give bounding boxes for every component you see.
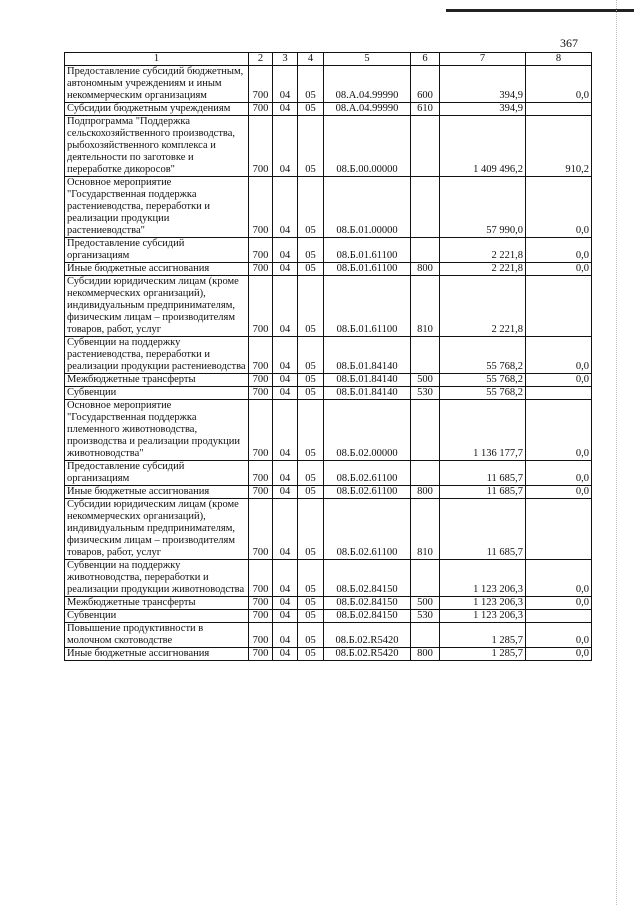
row-name-cell: Субсидии юридическим лицам (кроме некоммерческих организаций), индивидуальным предпринимателям, физическим лицам – производителям товаров, работ, услуг xyxy=(65,499,249,560)
amount-extra-cell: 0,0 xyxy=(526,400,592,461)
header-cell: 6 xyxy=(411,53,440,66)
amount-cell: 2 221,8 xyxy=(440,276,526,337)
amount-cell: 55 768,2 xyxy=(440,337,526,374)
amount-extra-cell: 0,0 xyxy=(526,177,592,238)
amount-cell: 1 123 206,3 xyxy=(440,610,526,623)
subsection-cell: 05 xyxy=(298,560,324,597)
amount-cell: 394,9 xyxy=(440,66,526,103)
code-cell: 700 xyxy=(249,648,273,661)
target-article-cell: 08.Б.02.00000 xyxy=(324,400,411,461)
row-name-cell: Субвенции xyxy=(65,610,249,623)
section-cell: 04 xyxy=(273,400,298,461)
amount-extra-cell: 0,0 xyxy=(526,263,592,276)
section-cell: 04 xyxy=(273,177,298,238)
header-cell: 8 xyxy=(526,53,592,66)
target-article-cell: 08.Б.01.84140 xyxy=(324,337,411,374)
row-name-cell: Предоставление субсидий организациям xyxy=(65,238,249,263)
expense-type-cell: 810 xyxy=(411,499,440,560)
header-cell: 5 xyxy=(324,53,411,66)
target-article-cell: 08.Б.02.61100 xyxy=(324,461,411,486)
amount-cell: 11 685,7 xyxy=(440,499,526,560)
page-number: 367 xyxy=(560,36,578,50)
expense-type-cell: 800 xyxy=(411,263,440,276)
target-article-cell: 08.Б.02.84150 xyxy=(324,597,411,610)
row-name-cell: Субсидии юридическим лицам (кроме некоммерческих организаций), индивидуальным предпринимателям, физическим лицам – производителям товаров, работ, услуг xyxy=(65,276,249,337)
code-cell: 700 xyxy=(249,597,273,610)
code-cell: 700 xyxy=(249,610,273,623)
section-cell: 04 xyxy=(273,461,298,486)
code-cell: 700 xyxy=(249,623,273,648)
expense-type-cell xyxy=(411,623,440,648)
amount-cell: 55 768,2 xyxy=(440,387,526,400)
table-row xyxy=(65,263,592,276)
target-article-cell: 08.Б.02.61100 xyxy=(324,499,411,560)
amount-extra-cell: 0,0 xyxy=(526,560,592,597)
expense-type-cell xyxy=(411,177,440,238)
target-article-cell: 08.Б.02.R5420 xyxy=(324,648,411,661)
row-name-cell: Предоставление субсидий бюджетным, автономным учреждениям и иным некоммерческим организациям xyxy=(65,66,249,103)
subsection-cell: 05 xyxy=(298,461,324,486)
table-row xyxy=(65,623,592,648)
code-cell: 700 xyxy=(249,499,273,560)
amount-cell: 1 136 177,7 xyxy=(440,400,526,461)
code-cell: 700 xyxy=(249,461,273,486)
row-name-cell: Подпрограмма "Поддержка сельскохозяйственного производства, рыбохозяйственного комплекса и деятельности по заготовке и переработке дикоросов" xyxy=(65,116,249,177)
row-name-cell: Основное мероприятие "Государственная поддержка племенного животноводства, производства и реализации продукции животноводства" xyxy=(65,400,249,461)
row-name-cell: Субсидии бюджетным учреждениям xyxy=(65,103,249,116)
row-name-cell: Предоставление субсидий организациям xyxy=(65,461,249,486)
table-row xyxy=(65,400,592,461)
section-cell: 04 xyxy=(273,263,298,276)
amount-extra-cell: 0,0 xyxy=(526,337,592,374)
expense-type-cell: 610 xyxy=(411,103,440,116)
section-cell: 04 xyxy=(273,66,298,103)
subsection-cell: 05 xyxy=(298,597,324,610)
budget-table xyxy=(64,52,592,661)
scan-edge-line xyxy=(616,0,618,905)
code-cell: 700 xyxy=(249,400,273,461)
code-cell: 700 xyxy=(249,66,273,103)
target-article-cell: 08.А.04.99990 xyxy=(324,103,411,116)
target-article-cell: 08.Б.01.61100 xyxy=(324,263,411,276)
table-row xyxy=(65,238,592,263)
table-row xyxy=(65,597,592,610)
row-name-cell: Субвенции xyxy=(65,387,249,400)
amount-extra-cell xyxy=(526,276,592,337)
table-row xyxy=(65,387,592,400)
target-article-cell: 08.Б.01.84140 xyxy=(324,387,411,400)
expense-type-cell xyxy=(411,560,440,597)
subsection-cell: 05 xyxy=(298,387,324,400)
subsection-cell: 05 xyxy=(298,374,324,387)
code-cell: 700 xyxy=(249,263,273,276)
target-article-cell: 08.А.04.99990 xyxy=(324,66,411,103)
amount-cell: 2 221,8 xyxy=(440,263,526,276)
subsection-cell: 05 xyxy=(298,499,324,560)
code-cell: 700 xyxy=(249,238,273,263)
amount-cell: 1 123 206,3 xyxy=(440,597,526,610)
subsection-cell: 05 xyxy=(298,276,324,337)
amount-cell: 1 285,7 xyxy=(440,648,526,661)
target-article-cell: 08.Б.01.84140 xyxy=(324,374,411,387)
expense-type-cell: 600 xyxy=(411,66,440,103)
header-cell: 4 xyxy=(298,53,324,66)
target-article-cell: 08.Б.01.61100 xyxy=(324,238,411,263)
target-article-cell: 08.Б.02.84150 xyxy=(324,560,411,597)
target-article-cell: 08.Б.02.84150 xyxy=(324,610,411,623)
expense-type-cell: 810 xyxy=(411,276,440,337)
row-name-cell: Субвенции на поддержку растениеводства, переработки и реализации продукции растениеводства xyxy=(65,337,249,374)
code-cell: 700 xyxy=(249,103,273,116)
amount-extra-cell: 0,0 xyxy=(526,486,592,499)
subsection-cell: 05 xyxy=(298,337,324,374)
subsection-cell: 05 xyxy=(298,238,324,263)
section-cell: 04 xyxy=(273,499,298,560)
subsection-cell: 05 xyxy=(298,400,324,461)
row-name-cell: Субвенции на поддержку животноводства, переработки и реализации продукции животноводства xyxy=(65,560,249,597)
table-row xyxy=(65,374,592,387)
subsection-cell: 05 xyxy=(298,66,324,103)
section-cell: 04 xyxy=(273,238,298,263)
subsection-cell: 05 xyxy=(298,486,324,499)
target-article-cell: 08.Б.02.61100 xyxy=(324,486,411,499)
expense-type-cell: 500 xyxy=(411,374,440,387)
section-cell: 04 xyxy=(273,103,298,116)
amount-cell: 11 685,7 xyxy=(440,461,526,486)
section-cell: 04 xyxy=(273,597,298,610)
subsection-cell: 05 xyxy=(298,177,324,238)
expense-type-cell: 530 xyxy=(411,610,440,623)
section-cell: 04 xyxy=(273,387,298,400)
expense-type-cell xyxy=(411,400,440,461)
table-row xyxy=(65,276,592,337)
table-row xyxy=(65,177,592,238)
code-cell: 700 xyxy=(249,486,273,499)
amount-extra-cell: 0,0 xyxy=(526,238,592,263)
amount-cell: 1 123 206,3 xyxy=(440,560,526,597)
section-cell: 04 xyxy=(273,610,298,623)
section-cell: 04 xyxy=(273,623,298,648)
code-cell: 700 xyxy=(249,177,273,238)
amount-extra-cell: 910,2 xyxy=(526,116,592,177)
amount-extra-cell: 0,0 xyxy=(526,623,592,648)
subsection-cell: 05 xyxy=(298,648,324,661)
amount-cell: 11 685,7 xyxy=(440,486,526,499)
table-row xyxy=(65,461,592,486)
table-row xyxy=(65,560,592,597)
expense-type-cell xyxy=(411,238,440,263)
row-name-cell: Межбюджетные трансферты xyxy=(65,597,249,610)
table-row xyxy=(65,66,592,103)
subsection-cell: 05 xyxy=(298,610,324,623)
amount-extra-cell xyxy=(526,103,592,116)
amount-extra-cell: 0,0 xyxy=(526,648,592,661)
expense-type-cell xyxy=(411,461,440,486)
code-cell: 700 xyxy=(249,560,273,597)
row-name-cell: Межбюджетные трансферты xyxy=(65,374,249,387)
header-cell: 1 xyxy=(65,53,249,66)
top-rule xyxy=(446,9,634,12)
row-name-cell: Основное мероприятие "Государственная поддержка растениеводства, переработки и реализации продукции растениеводства" xyxy=(65,177,249,238)
expense-type-cell xyxy=(411,337,440,374)
amount-extra-cell: 0,0 xyxy=(526,66,592,103)
expense-type-cell: 800 xyxy=(411,648,440,661)
amount-cell: 394,9 xyxy=(440,103,526,116)
expense-type-cell: 800 xyxy=(411,486,440,499)
target-article-cell: 08.Б.01.61100 xyxy=(324,276,411,337)
amount-cell: 55 768,2 xyxy=(440,374,526,387)
header-cell: 2 xyxy=(249,53,273,66)
table-row xyxy=(65,486,592,499)
expense-type-cell: 500 xyxy=(411,597,440,610)
amount-extra-cell xyxy=(526,610,592,623)
amount-extra-cell: 0,0 xyxy=(526,374,592,387)
code-cell: 700 xyxy=(249,337,273,374)
section-cell: 04 xyxy=(273,560,298,597)
code-cell: 700 xyxy=(249,387,273,400)
section-cell: 04 xyxy=(273,276,298,337)
amount-extra-cell xyxy=(526,387,592,400)
section-cell: 04 xyxy=(273,116,298,177)
target-article-cell: 08.Б.02.R5420 xyxy=(324,623,411,648)
table-row xyxy=(65,648,592,661)
section-cell: 04 xyxy=(273,337,298,374)
target-article-cell: 08.Б.01.00000 xyxy=(324,177,411,238)
code-cell: 700 xyxy=(249,116,273,177)
row-name-cell: Иные бюджетные ассигнования xyxy=(65,263,249,276)
amount-extra-cell: 0,0 xyxy=(526,597,592,610)
table-row xyxy=(65,116,592,177)
expense-type-cell xyxy=(411,116,440,177)
amount-extra-cell: 0,0 xyxy=(526,461,592,486)
header-cell: 7 xyxy=(440,53,526,66)
row-name-cell: Повышение продуктивности в молочном скотоводстве xyxy=(65,623,249,648)
code-cell: 700 xyxy=(249,276,273,337)
subsection-cell: 05 xyxy=(298,116,324,177)
subsection-cell: 05 xyxy=(298,103,324,116)
expense-type-cell: 530 xyxy=(411,387,440,400)
table-row xyxy=(65,103,592,116)
row-name-cell: Иные бюджетные ассигнования xyxy=(65,648,249,661)
amount-cell: 1 285,7 xyxy=(440,623,526,648)
amount-cell: 1 409 496,2 xyxy=(440,116,526,177)
amount-cell: 2 221,8 xyxy=(440,238,526,263)
table-row xyxy=(65,610,592,623)
header-cell: 3 xyxy=(273,53,298,66)
row-name-cell: Иные бюджетные ассигнования xyxy=(65,486,249,499)
target-article-cell: 08.Б.00.00000 xyxy=(324,116,411,177)
amount-extra-cell xyxy=(526,499,592,560)
table-row xyxy=(65,337,592,374)
table-header-row xyxy=(65,53,592,66)
section-cell: 04 xyxy=(273,648,298,661)
section-cell: 04 xyxy=(273,374,298,387)
subsection-cell: 05 xyxy=(298,263,324,276)
amount-cell: 57 990,0 xyxy=(440,177,526,238)
code-cell: 700 xyxy=(249,374,273,387)
table-row xyxy=(65,499,592,560)
subsection-cell: 05 xyxy=(298,623,324,648)
section-cell: 04 xyxy=(273,486,298,499)
